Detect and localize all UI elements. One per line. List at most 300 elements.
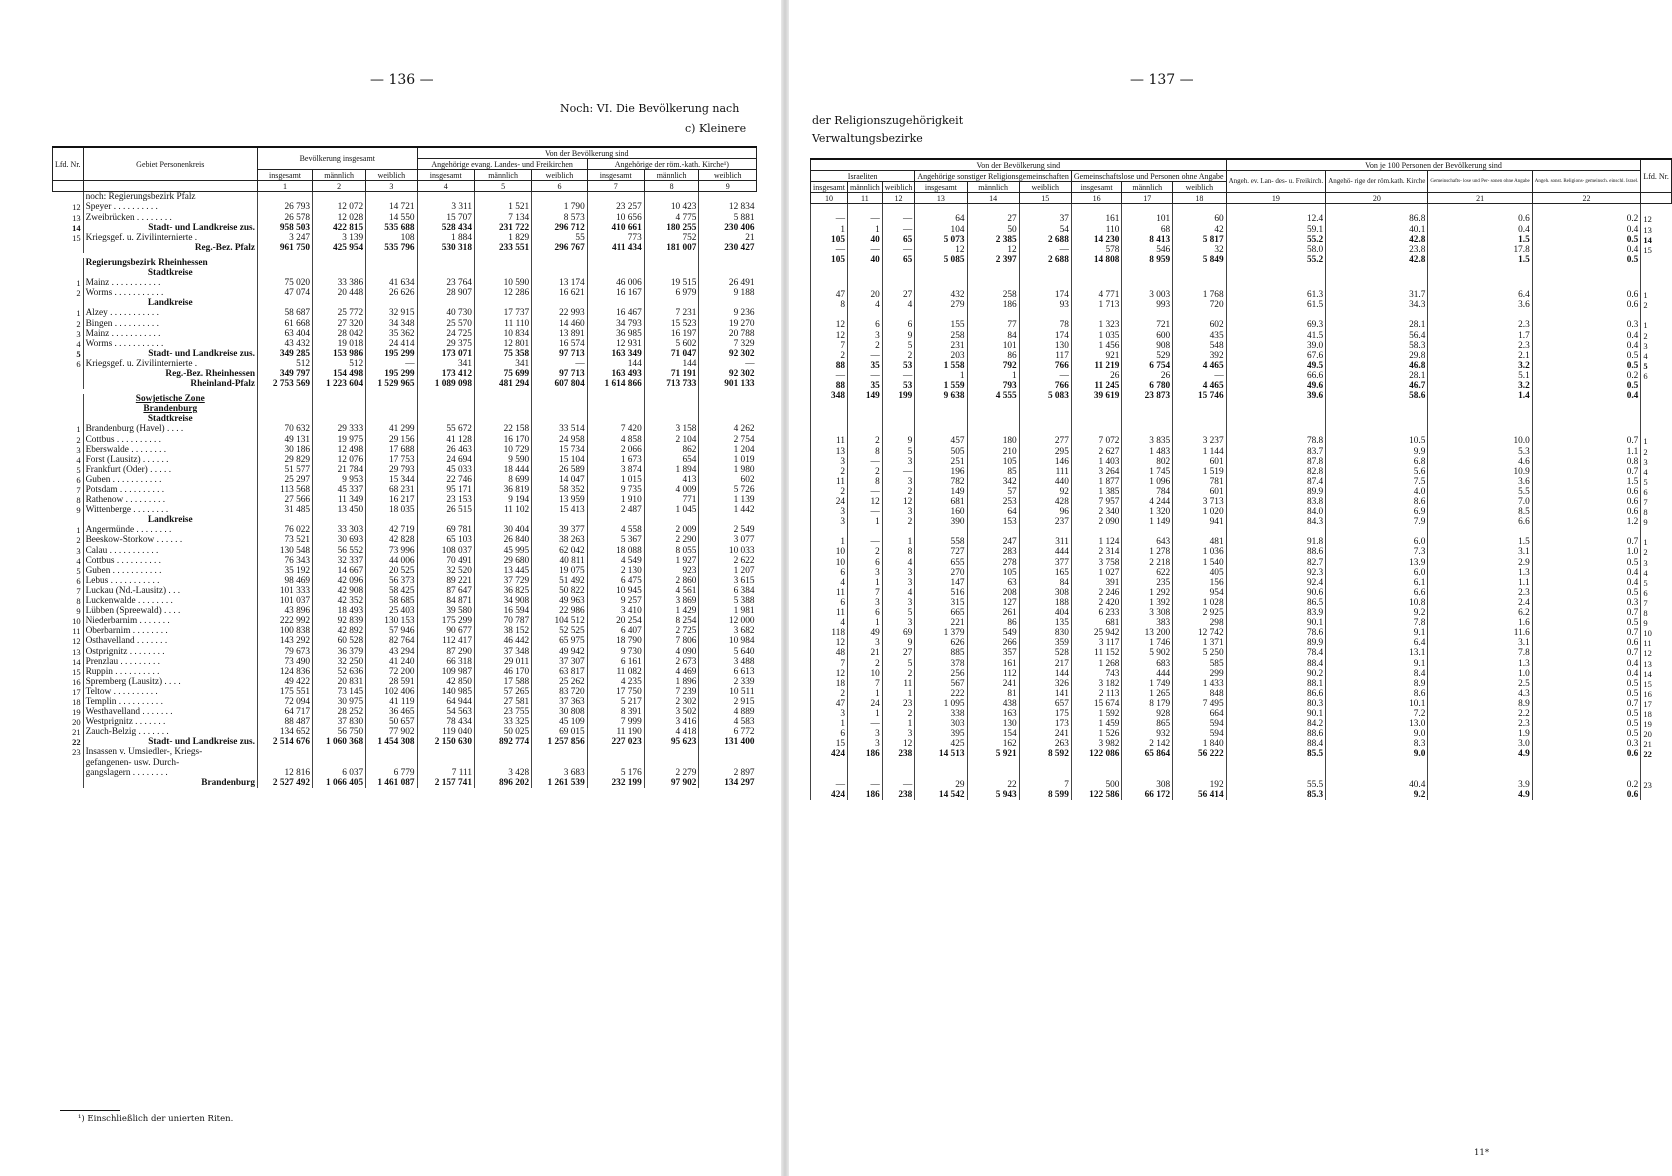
cell-value: 181 007 [644,243,699,253]
cell-value: 90 677 [417,626,474,636]
table-row [811,689,1672,699]
cell-value: 4.0 [1326,487,1428,497]
cell-value: 55.5 [1226,780,1326,790]
table-row [811,558,1672,568]
cell-value: 180 [967,436,1019,446]
cell-value [1226,759,1326,769]
cell-value: 296 712 [532,223,588,233]
cell-value: 39 377 [532,525,588,535]
cell-value: 558 [915,537,967,547]
cell-value: 102 406 [366,687,417,697]
cell-value: 118 [811,628,848,638]
cell-value: 41.5 [1226,331,1326,341]
cell-value: 11 [811,477,848,487]
cell-value: 146 [1019,457,1071,467]
cell-value: 31 485 [258,505,313,515]
cell-value: 83.8 [1226,497,1326,507]
cell-value: 17 737 [474,308,531,318]
cell-value: 56 552 [313,546,366,556]
cell-value: 49 131 [258,435,313,445]
cell-value: 12 028 [313,213,366,223]
cell-value: 10.8 [1326,598,1428,608]
cell-value: 18 444 [474,465,531,475]
cell-value: 2 622 [699,556,757,566]
cell-value: 16 594 [474,606,531,616]
cell-value: 444 [1019,547,1071,557]
row-number: 8 [53,495,84,505]
cell-value: 0.6 [1428,214,1532,224]
cell-value [366,404,417,414]
cell-value: 83.7 [1226,447,1326,457]
col-von-der-header: Von der Bevölkerung sind [417,147,756,159]
cell-value: 424 [811,749,848,759]
cell-value: 34 348 [366,319,417,329]
cell-value: 2.3 [1428,320,1532,330]
cell-value: 2 113 [1071,689,1122,699]
cell-value: — [882,467,915,477]
row-number: 18 [53,697,84,707]
cell-value: 1 323 [1071,320,1122,330]
table-row [53,394,757,404]
cell-value: 0.5 [1532,351,1641,361]
table-row [53,495,757,505]
right-table [810,158,1672,800]
cell-value: 161 [967,659,1019,669]
cell-value: 144 [587,359,644,369]
cell-value [1071,527,1122,537]
cell-value: 2 [848,467,883,477]
cell-value: 9 [882,436,915,446]
cell-value: 7.3 [1326,547,1428,557]
cell-value: 2 688 [1019,235,1071,245]
table-row [53,445,757,455]
cell-value: 79 673 [258,647,313,657]
cell-value: 3 [811,507,848,517]
cell-value: 111 [1019,467,1071,477]
cell-value: 24 958 [532,435,588,445]
cell-value: 2 090 [1071,517,1122,527]
row-number [1641,381,1672,391]
cell-value: 11 082 [587,667,644,677]
cell-value [366,747,417,757]
cell-value: 10.5 [1326,436,1428,446]
cell-value: 1 745 [1122,467,1173,477]
row-number [53,369,84,379]
cell-value: 10 656 [587,213,644,223]
row-number: 11 [53,626,84,636]
cell-value: 10 590 [474,278,531,288]
row-number: 5 [1641,361,1672,371]
cell-value: 4 555 [967,391,1019,401]
table-row [53,515,757,525]
cell-value: 15 734 [532,445,588,455]
cell-value [313,747,366,757]
cell-value [1326,204,1428,215]
left-subheader: weiblich [366,170,417,181]
cell-value: 66 318 [417,657,474,667]
cell-value: 98 469 [258,576,313,586]
cell-value [258,515,313,525]
cell-value: 29 793 [366,465,417,475]
cell-value: 63 [967,578,1019,588]
cell-value [882,280,915,290]
row-number [53,394,84,404]
cell-value [1173,770,1226,780]
cell-value [587,747,644,757]
right-colnum: 22 [1532,193,1641,204]
cell-value [587,414,644,424]
row-label: Brandenburg (Havel) . . . . [85,424,184,435]
row-number: 6 [53,359,84,369]
cell-value: 12.4 [1226,214,1326,224]
cell-value: 12 816 [258,768,313,778]
cell-value: 2 [848,659,883,669]
cell-value: 33 514 [532,424,588,434]
cell-value: 35 [848,381,883,391]
cell-value: 7 [1019,780,1071,790]
cell-value: 3.1 [1428,638,1532,648]
cell-value: 6.0 [1326,568,1428,578]
cell-value: 342 [967,477,1019,487]
table-row [53,636,757,646]
cell-value: 105 [967,568,1019,578]
cell-value: 0.5 [1532,729,1641,739]
cell-value: 3.2 [1428,381,1532,391]
cell-value: 377 [1019,558,1071,568]
row-number [53,758,84,768]
cell-value [532,192,588,203]
row-number [1641,759,1672,769]
cell-value [258,192,313,203]
cell-value: 862 [644,445,699,455]
cell-value: 56 222 [1173,749,1226,759]
row-label: Mainz . . . . . . . . . . . [85,278,161,289]
cell-value: 6.0 [1326,537,1428,547]
cell-value [1326,270,1428,280]
table-row [53,606,757,616]
cell-value [587,268,644,278]
cell-value: 7 134 [474,213,531,223]
row-number: 2 [1641,447,1672,457]
cell-value [1428,770,1532,780]
col-kath-header: Angehörige der röm.-kath. Kirche¹) [587,159,756,170]
row-number [53,778,84,788]
cell-value: 73 490 [258,657,313,667]
row-label: Frankfurt (Oder) . . . . . [85,464,172,475]
cell-value: 26 [1122,371,1173,381]
cell-value [699,298,757,308]
cell-value: 23 755 [474,707,531,717]
table-row [811,648,1672,658]
cell-value [474,258,531,268]
cell-value [1428,406,1532,416]
cell-value: 3 416 [644,717,699,727]
cell-value: 42 892 [313,626,366,636]
cell-value [882,310,915,320]
cell-value: 908 [1122,341,1173,351]
cell-value: 8 [848,477,883,487]
cell-value: 131 400 [699,737,757,747]
table-row [53,369,757,379]
cell-value: 1 020 [1173,507,1226,517]
cell-value: 21 784 [313,465,366,475]
cell-value: 144 [644,359,699,369]
cell-value: — [532,359,588,369]
cell-value [1173,426,1226,436]
cell-value [1532,270,1641,280]
cell-value: 12 286 [474,288,531,298]
cell-value [1122,527,1173,537]
cell-value: 40.4 [1326,780,1428,790]
row-label: Stadtkreise [147,268,193,279]
row-number: 14 [53,657,84,667]
cell-value: 67.6 [1226,351,1326,361]
row-number: 9 [53,606,84,616]
cell-value: 1 403 [1071,457,1122,467]
row-number: 2 [1641,331,1672,341]
cell-value [587,515,644,525]
row-label: Reg.-Bez. Pfalz [194,242,255,253]
cell-value: 16 170 [474,435,531,445]
cell-value: 16 217 [366,495,417,505]
cell-value: 432 [915,290,967,300]
cell-value [417,192,474,203]
cell-value: 42 828 [366,535,417,545]
table-row [53,223,757,233]
cell-value [1019,406,1071,416]
cell-value [811,770,848,780]
cell-value: 1 019 [699,455,757,465]
cell-value: 1 910 [587,495,644,505]
cell-value: 2 [882,487,915,497]
cell-value: 28 042 [313,329,366,339]
cell-value: 9 [882,331,915,341]
cell-value: 58 352 [532,485,588,495]
cell-value: 1 124 [1071,537,1122,547]
cell-value: 410 661 [587,223,644,233]
cell-value: 8 573 [532,213,588,223]
cell-value [258,258,313,268]
cell-value: 0.5 [1532,381,1641,391]
cell-value: 58 425 [366,586,417,596]
cell-value: 175 299 [417,616,474,626]
cell-value: 19 018 [313,339,366,349]
cell-value: 6 [848,320,883,330]
cell-value [882,527,915,537]
cell-value: 34 908 [474,596,531,606]
cell-value: 567 [915,679,967,689]
cell-value: 3 835 [1122,436,1173,446]
cell-value: 14 550 [366,213,417,223]
cell-value: 5 943 [967,790,1019,800]
cell-value: 8 391 [587,707,644,717]
cell-value: 56.4 [1326,331,1428,341]
cell-value: 1 894 [644,465,699,475]
cell-value: 3 311 [417,202,474,212]
cell-value [1226,406,1326,416]
cell-value: 932 [1122,729,1173,739]
cell-value: 9.2 [1326,790,1428,800]
right-colnum: 17 [1122,193,1173,204]
cell-value: 180 255 [644,223,699,233]
cell-value [967,426,1019,436]
left-subheader: männlich [313,170,366,181]
cell-value: 1 521 [474,202,531,212]
cell-value: 2 290 [644,535,699,545]
table-row [811,790,1672,800]
cell-value: 30 975 [313,697,366,707]
table-row [811,310,1672,320]
cell-value: 4 465 [1173,381,1226,391]
cell-value: 195 299 [366,349,417,359]
cell-value: 53 [882,361,915,371]
cell-value: 1.9 [1428,729,1532,739]
cell-value: 70 632 [258,424,313,434]
cell-value: 3 003 [1122,290,1173,300]
cell-value: 5 817 [1173,235,1226,245]
cell-value: 885 [915,648,967,658]
row-number: 16 [1641,689,1672,699]
cell-value [417,394,474,404]
row-number: 2 [1641,547,1672,557]
row-label: Lübben (Spreewald) . . . . [85,606,181,617]
cell-value: 2 157 741 [417,778,474,788]
cell-value: 1 529 965 [366,379,417,389]
cell-value: 1.3 [1428,568,1532,578]
cell-value: 29 156 [366,435,417,445]
cell-value: 1.7 [1428,331,1532,341]
cell-value: 9 735 [587,485,644,495]
cell-value: 55.2 [1226,255,1326,265]
cell-value: 1 028 [1173,598,1226,608]
cell-value: 49 422 [258,677,313,687]
cell-value [313,394,366,404]
row-number: 4 [1641,568,1672,578]
row-number [53,515,84,525]
row-number: 6 [1641,588,1672,598]
cell-value: 23 873 [1122,391,1173,401]
right-colnum: 20 [1326,193,1428,204]
cell-value [644,394,699,404]
cell-value [1326,426,1428,436]
cell-value: 17 750 [587,687,644,697]
cell-value: 7.8 [1326,618,1428,628]
cell-value: 235 [1122,578,1173,588]
cell-value: 85 [967,467,1019,477]
table-row [53,586,757,596]
cell-value: 90.1 [1226,709,1326,719]
cell-value: 92 [1019,487,1071,497]
table-row [53,747,757,757]
cell-value: 258 [967,290,1019,300]
cell-value: 84.3 [1226,517,1326,527]
cell-value [313,268,366,278]
cell-value: 160 [915,507,967,517]
cell-value: 96 [1019,507,1071,517]
cell-value [1019,426,1071,436]
cell-value [313,192,366,203]
cell-value [811,527,848,537]
cell-value: 49 942 [532,647,588,657]
cell-value: 261 [967,608,1019,618]
table-row [53,697,757,707]
cell-value: 87.4 [1226,477,1326,487]
cell-value: 1 749 [1122,679,1173,689]
cell-value: 311 [1019,537,1071,547]
table-row [811,361,1672,371]
cell-value [967,204,1019,215]
table-row [811,381,1672,391]
cell-value: 196 [915,467,967,477]
cell-value [1122,770,1173,780]
cell-value: 3.9 [1428,780,1532,790]
cell-value: 134 652 [258,727,313,737]
cell-value: 5 073 [915,235,967,245]
cell-value: 1 429 [644,606,699,616]
cell-value: 26 793 [258,202,313,212]
cell-value: 338 [915,709,967,719]
cell-value: 11 [811,608,848,618]
cell-value: 607 804 [532,379,588,389]
cell-value: 155 [915,320,967,330]
cell-value: 143 292 [258,636,313,646]
row-number: 2 [53,288,84,298]
cell-value [1071,426,1122,436]
cell-value: 424 [811,790,848,800]
left-colnum: 7 [587,181,644,192]
cell-value [1071,406,1122,416]
col-von-je-header: Von je 100 Personen der Bevölkerung sind [1226,159,1641,171]
cell-value: 425 954 [313,243,366,253]
cell-value: 15 707 [417,213,474,223]
cell-value: 37 307 [532,657,588,667]
table-row [811,341,1672,351]
cell-value: 0.6 [1532,638,1641,648]
cell-value: 5.3 [1428,447,1532,457]
cell-value: 88 [811,381,848,391]
col-p22-header: Angeh. sonst. Religions- gemeinsch. einschl. Israel. [1532,171,1641,193]
cell-value [699,268,757,278]
cell-value [811,426,848,436]
cell-value: — [366,359,417,369]
cell-value [1326,770,1428,780]
cell-value: 10 945 [587,586,644,596]
right-colnum: 19 [1226,193,1326,204]
cell-value: 3 713 [1173,497,1226,507]
col-p19-header: Angeh. ev. Lan- des- u. Freikirch. [1226,171,1326,193]
cell-value: 26 626 [366,288,417,298]
cell-value: 0.7 [1532,699,1641,709]
table-row [53,727,757,737]
cell-value: 2 302 [644,697,699,707]
cell-value: 896 202 [474,778,531,788]
cell-value: 15 104 [532,455,588,465]
cell-value: 1 [848,709,883,719]
cell-value: 22 993 [532,308,588,318]
cell-value: 47 [811,699,848,709]
row-number [53,768,84,778]
cell-value: 28.1 [1326,371,1428,381]
cell-value: 10.1 [1326,699,1428,709]
cell-value: 3 [882,568,915,578]
cell-value: 0.6 [1532,507,1641,517]
right-colnum: 21 [1428,193,1532,204]
table-row [53,308,757,318]
cell-value: 26 463 [417,445,474,455]
cell-value: 97 713 [532,349,588,359]
table-row [811,709,1672,719]
cell-value: 34 793 [587,319,644,329]
